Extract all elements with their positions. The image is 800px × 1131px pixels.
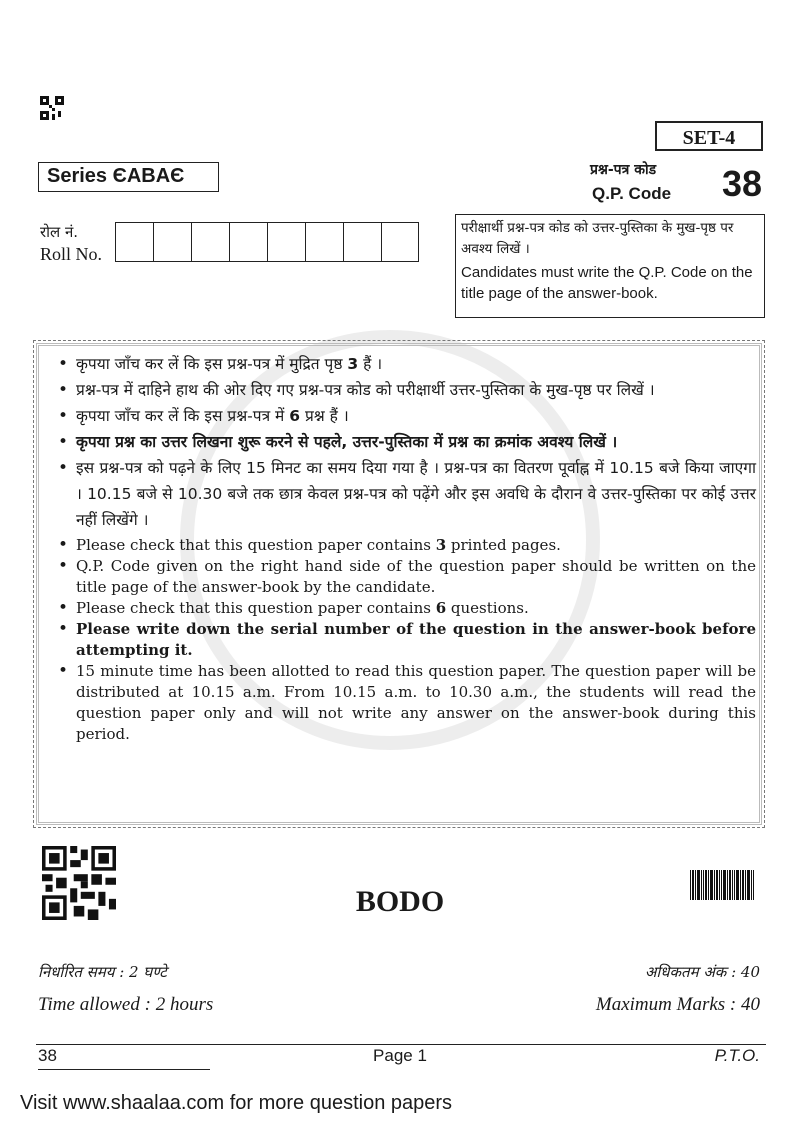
candidate-note-box — [455, 214, 765, 318]
max-marks-hindi: अधिकतम अंक : 40 — [644, 963, 760, 981]
roll-cell[interactable] — [343, 222, 381, 262]
instruction-item-hindi — [56, 455, 756, 533]
roll-english-label: Roll No. — [40, 244, 103, 264]
qp-code-value: 38 — [722, 163, 763, 204]
instruction-text: हैं । — [358, 355, 383, 373]
instruction-item-english — [56, 661, 756, 745]
footer-divider — [36, 1044, 766, 1045]
instruction-text: Please write down the serial number of the question in the answer-book before attempting it. — [76, 620, 756, 659]
roll-cell[interactable] — [115, 222, 153, 262]
instruction-text: Q.P. Code given on the right hand side of the question paper should be written on the title page of the answer-book by the candidate. — [76, 557, 756, 596]
instruction-item-hindi — [56, 351, 756, 377]
subject-title: BODO — [355, 885, 445, 918]
qp-code-hindi: प्रश्न-पत्र कोड — [590, 162, 657, 178]
instruction-text: कृपया प्रश्न का उत्तर लिखना शुरू करने से पहले, उत्तर-पुस्तिका में प्रश्न का क्रमांक अवश्य लिखें । — [76, 433, 618, 451]
instruction-item-english — [56, 556, 756, 598]
instruction-text: इस प्रश्न-पत्र को पढ़ने के लिए 15 मिनट का समय दिया गया है । प्रश्न-पत्र का वितरण पूर्वाह्न में 10.15 बजे किया जाएगा । 10.15 बजे से 10.30 बजे तक छात्र केवल प्रश्न-पत्र को पढ़ेंगे और इस अवधि के दौरान वे उत्तर-पुस्तिका पर कोई उत्तर नहीं लिखेंगे । — [76, 459, 756, 529]
instruction-item-hindi — [56, 377, 756, 403]
time-allowed-hindi: निर्धारित समय : 2 घण्टे — [38, 963, 167, 981]
time-allowed-english: Time allowed : 2 hours — [38, 994, 214, 1015]
candidate-note-english: Candidates must write the Q.P. Code on the title page of the answer-book. — [461, 264, 753, 302]
footer-code: 38 — [38, 1046, 57, 1065]
candidate-note-hindi: परीक्षार्थी प्रश्न-पत्र कोड को उत्तर-पुस्तिका के मुख-पृष्ठ पर अवश्य लिखें । — [461, 220, 734, 257]
roll-cell[interactable] — [229, 222, 267, 262]
footer-page-number: Page 1 — [373, 1046, 427, 1065]
roll-cell[interactable] — [191, 222, 229, 262]
instruction-text: 3 — [347, 355, 359, 373]
roll-cell[interactable] — [381, 222, 419, 262]
set-label: SET-4 — [655, 121, 763, 151]
series-label: Series ЄABAЄ — [38, 162, 219, 192]
roll-cell[interactable] — [153, 222, 191, 262]
instruction-text: प्रश्न-पत्र में दाहिने हाथ की ओर दिए गए प्रश्न-पत्र कोड को परीक्षार्थी उत्तर-पुस्तिका के मुख-पृष्ठ पर लिखें । — [76, 381, 655, 399]
instruction-text: printed pages. — [446, 536, 561, 554]
instruction-item-hindi — [56, 429, 756, 455]
footer-code-underline — [38, 1069, 210, 1070]
instruction-text: कृपया जाँच कर लें कि इस प्रश्न-पत्र में मुद्रित पृष्ठ — [76, 355, 348, 373]
instruction-text: questions. — [446, 599, 529, 617]
instruction-text: 6 — [289, 407, 301, 425]
max-marks-english: Maximum Marks : 40 — [595, 994, 760, 1015]
instruction-text: Please check that this question paper contains — [76, 536, 436, 554]
qp-code-label: Q.P. Code — [592, 184, 672, 203]
qr-code-small-icon — [40, 96, 64, 120]
roll-number-grid — [115, 222, 419, 262]
instruction-text: प्रश्न हैं । — [300, 407, 349, 425]
instruction-text: 3 — [435, 536, 447, 554]
instruction-text: Please check that this question paper contains — [76, 599, 436, 617]
roll-cell[interactable] — [267, 222, 305, 262]
roll-cell[interactable] — [305, 222, 343, 262]
instructions-list — [56, 351, 756, 745]
visit-link[interactable]: Visit www.shaalaa.com for more question papers — [20, 1092, 453, 1114]
instruction-text: 6 — [435, 599, 447, 617]
instruction-item-english — [56, 598, 756, 619]
instruction-item-hindi — [56, 403, 756, 429]
roll-hindi-label: रोल नं. — [40, 223, 79, 241]
instructions-box — [33, 340, 765, 828]
instruction-text: 15 minute time has been allotted to read this question paper. The question paper will be distributed at 10.15 a.m. From 10.15 a.m. to 10.30 a.m., the students will read the question paper only and will not write any answer on the answer-book during this period. — [76, 662, 756, 743]
instruction-text: कृपया जाँच कर लें कि इस प्रश्न-पत्र में — [76, 407, 290, 425]
instruction-item-english — [56, 535, 756, 556]
footer-pto: P.T.O. — [714, 1046, 760, 1065]
instruction-item-english — [56, 619, 756, 661]
